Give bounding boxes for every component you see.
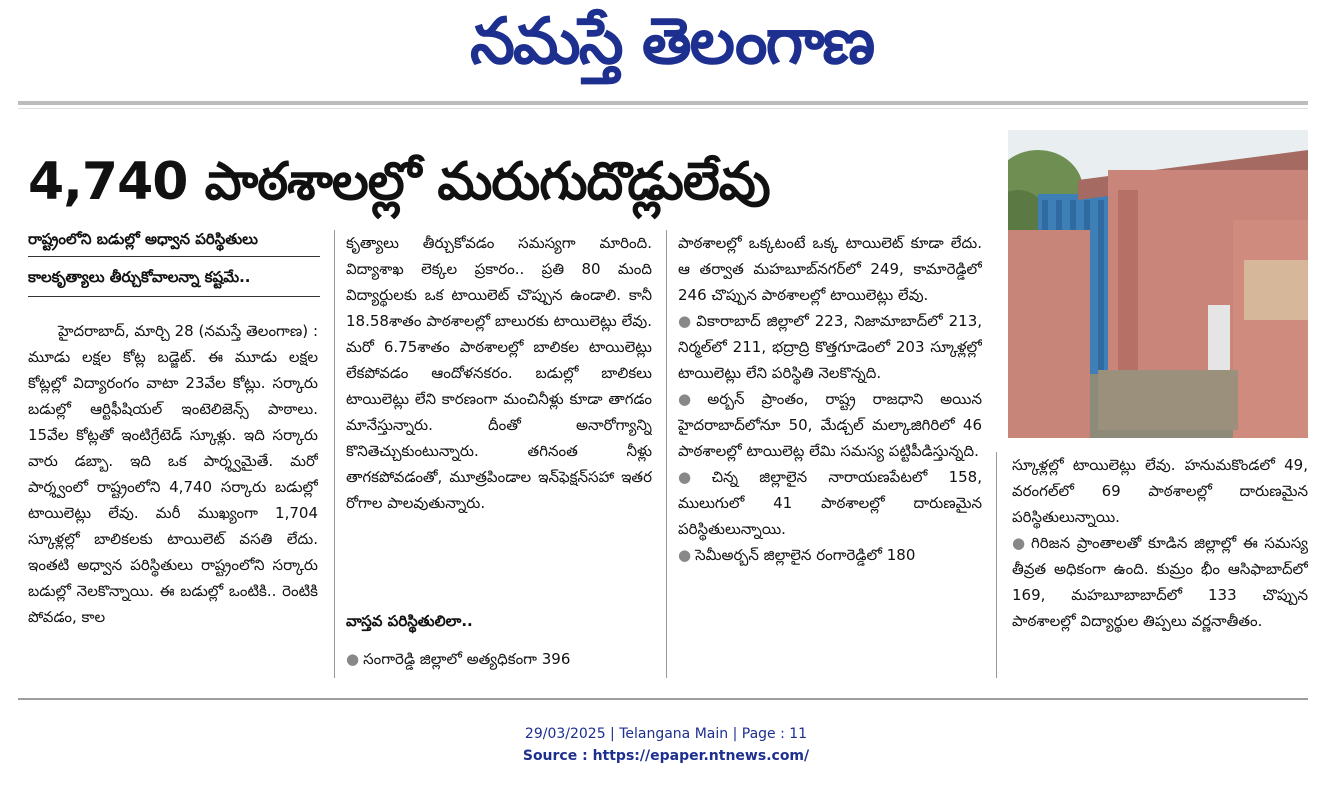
subheading-rule-2 xyxy=(28,296,320,297)
column-2-bullet: సంగారెడ్డి జిల్లాలో అత్యధికంగా 396 xyxy=(363,650,571,668)
bullet-icon: ● xyxy=(678,390,704,408)
column-divider-1 xyxy=(334,230,335,678)
article-column-3 xyxy=(678,230,982,678)
masthead xyxy=(0,0,1332,98)
column-2-subhead: వాస్తవ పరిస్థితులిలా.. xyxy=(346,612,473,630)
article-column-1 xyxy=(28,318,318,678)
column-2-bullet-block xyxy=(346,646,652,678)
bullet-icon: ● xyxy=(678,312,693,330)
list-item xyxy=(346,646,652,672)
photo-illustration xyxy=(1008,130,1308,438)
masthead-title: నమస్తే తెలంగాణ xyxy=(470,5,874,79)
bullet-icon: ● xyxy=(1012,534,1027,552)
list-item xyxy=(678,386,982,464)
column-2-text: కృత్యాలు తీర్చుకోవడం సమస్యగా మారింది. విద్యాశాఖ లెక్కల ప్రకారం.. ప్రతి 80 మంది విద్యార్థులకు ఒక టాయిలెట్ చొప్పున ఉండాలి. కానీ 18.58శాతం పాఠశాలల్లో బాలురకు టాయిలెట్లు లేవు. మరో 6.75శాతం పాఠశాలల్లో బాలికల టాయిలెట్లు లేకపోవడం ఆందోళనకరం. బడుల్లో బాలికలు టాయిలెట్లు లేని కారణంగా మంచినీళ్లు కూడా తాగడం మానేస్తున్నారు. దీంతో అనారోగ్యాన్ని కొనితెచ్చుకుంటున్నారు. తగినంత నీళ్లు తాగకపోవడంతో, మూత్రపిండాల ఇన్‌ఫెక్షన్‌సహా ఇతర రోగాల పాలవుతున్నారు. xyxy=(346,234,652,512)
list-item xyxy=(678,464,982,542)
column-3-bullet-3: చిన్న జిల్లాలైన నారాయణపేటలో 158, ములుగులో 41 పాఠశాలల్లో దారుణమైన పరిస్థితులున్నాయి. xyxy=(678,468,982,538)
list-item xyxy=(678,308,982,386)
article-column-2 xyxy=(346,230,652,594)
footer-info: 29/03/2025 | Telangana Main | Page : 11 xyxy=(524,726,808,742)
article-column-4 xyxy=(1012,452,1308,678)
footer-rule xyxy=(18,698,1308,700)
bullet-icon: ● xyxy=(678,546,692,564)
list-item xyxy=(1012,530,1308,634)
bullet-icon: ● xyxy=(346,650,360,668)
column-3-intro: పాఠశాలల్లో ఒక్కటంటే ఒక్క టాయిలెట్ కూడా లేదు. ఆ తర్వాత మహబూబ్‌నగర్‌లో 249, కామారెడ్డిలో 246 చొప్పున పాఠశాలల్లో టాయిలెట్లు లేవు. xyxy=(678,234,982,304)
subheading-rule-1 xyxy=(28,256,320,257)
column-3-bullet-4: సెమీఅర్బన్ జిల్లాలైన రంగారెడ్డిలో 180 xyxy=(695,546,916,564)
column-4-bullet: గిరిజన ప్రాంతాలతో కూడిన జిల్లాల్లో ఈ సమస్య తీవ్రత అధికంగా ఉంది. కుమ్రం భీం ఆసిఫాబాద్‌లో 169, మహబూబాబాద్‌లో 133 చొప్పున పాఠశాలల్లో విద్యార్థుల తిప్పలు వర్ణనాతీతం. xyxy=(1012,534,1308,630)
footer-source: Source : https://epaper.ntnews.com/ xyxy=(522,748,810,764)
article-subheading-1: రాష్ట్రంలోని బడుల్లో అధ్వాన పరిస్థితులు xyxy=(28,230,258,248)
column-3-bullet-1: వికారాబాద్ జిల్లాలో 223, నిజామాబాద్‌లో 213, నిర్మల్‌లో 211, భద్రాద్రి కొత్తగూడెంలో 203 స్కూళ్లల్లో టాయిలెట్లు లేని పరిస్థితి నెలకొన్నది. xyxy=(678,312,982,382)
bullet-icon: ● xyxy=(678,468,708,486)
masthead-rule xyxy=(18,101,1308,105)
column-4-intro: స్కూళ్లల్లో టాయిలెట్లు లేవు. హనుమకొండలో 49, వరంగల్‌లో 69 పాఠశాలల్లో దారుణమైన పరిస్థితులున్నాయి. xyxy=(1012,456,1308,526)
article-headline: 4,740 పాఠశాలల్లో మరుగుదొడ్లులేవు xyxy=(28,152,770,212)
list-item xyxy=(678,542,982,568)
column-3-bullet-2: అర్బన్ ప్రాంతం, రాష్ట్ర రాజధాని అయిన హైదరాబాద్‌లోనూ 50, మేడ్చల్ మల్కాజిగిరిలో 46 పాఠశాలల్లో టాయిలెట్ల లేమి సమస్య పట్టిపీడిస్తున్నది. xyxy=(678,390,982,460)
column-divider-3 xyxy=(996,452,997,678)
column-1-text: హైదరాబాద్, మార్చి 28 (నమస్తే తెలంగాణ) : మూడు లక్షల కోట్ల బడ్జెట్. ఈ మూడు లక్షల కోట్లల్లో విద్యారంగం వాటా 23వేల కోట్లు. సర్కారు బడుల్లో ఆర్టిఫీషియల్ ఇంటెలిజెన్స్ పాఠాలు. 15వేల కోట్లతో ఇంటిగ్రేటెడ్ స్కూళ్లు. ఇది సర్కారు వారు డబ్బా. ఇది ఒక పార్శ్వమైతే. మరో పార్శ్వంలో రాష్ట్రంలోని 4,740 సర్కారు బడుల్లో టాయిలెట్లు లేవు. మరీ ముఖ్యంగా 1,704 స్కూళ్లల్లో బాలికలకు టాయిలెట్ వసతి లేదు. ఇంతటి అధ్వాన పరిస్థితులు రాష్ట్రంలోని సర్కారు బడుల్లో నెలకొన్నాయి. ఈ బడుల్లో ఒంటికి.. రెంటికి పోవడం, కాల xyxy=(28,322,318,626)
article-subheading-2: కాలకృత్యాలు తీర్చుకోవాలన్నా కష్టమే.. xyxy=(28,268,251,286)
masthead-rule-thin xyxy=(18,108,1308,109)
school-toilet-building-photo xyxy=(1008,130,1308,438)
column-divider-2 xyxy=(666,230,667,678)
